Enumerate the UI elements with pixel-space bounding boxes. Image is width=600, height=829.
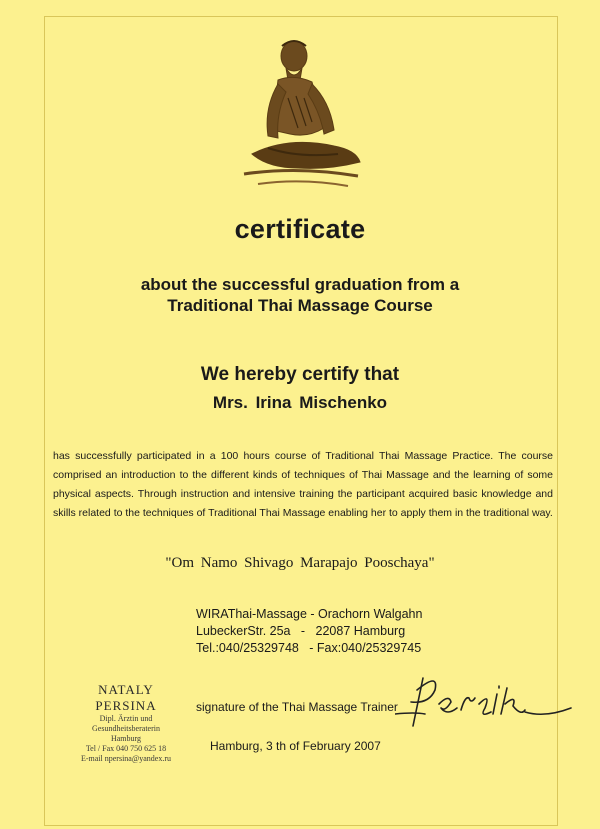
issue-date: Hamburg, 3 th of February 2007 (210, 739, 381, 753)
subtitle-line-2: Traditional Thai Massage Course (167, 296, 433, 315)
stamp-phone: Tel / Fax 040 750 625 18 (85, 744, 167, 753)
stamp-city: Hamburg (110, 734, 142, 743)
stamp-title: Dipl. Ärztin und Gesundheitsberaterin (92, 714, 160, 733)
school-name-line: WIRAThai-Massage - Orachorn Walgahn (196, 607, 423, 621)
recipient-name: Mrs. Irina Mischenko (212, 393, 388, 412)
certificate-title: certificate (234, 214, 366, 244)
signature-label: signature of the Thai Massage Trainer (196, 700, 398, 714)
seated-hermit-figure-icon (238, 18, 366, 194)
trainer-stamp (66, 682, 186, 764)
school-phone-line: Tel.:040/25329748 - Fax:040/25329745 (196, 641, 422, 655)
handwritten-signature-icon (395, 668, 575, 730)
school-street-line: LubeckerStr. 25a - 22087 Hamburg (196, 624, 406, 638)
school-address (196, 606, 422, 657)
mantra-quote: "Om Namo Shivago Marapajo Pooschaya" (165, 555, 435, 571)
certify-statement: We hereby certify that (200, 364, 400, 385)
course-description: has successfully participated in a 100 hours course of Traditional Thai Massage Practice. The course comprised an introduction to the different kinds of techniques of Thai Massage and the learning of some physical aspects. Through instruction and intensive training the participant acquired basic knowledge and skills related to the techniques of Traditional Thai Massage enabling her to apply them in the traditional way. (53, 450, 553, 519)
stamp-name: NATALY PERSINA (95, 682, 157, 713)
subtitle-line-1: about the successful graduation from a (140, 275, 460, 294)
stamp-email: E-mail npersina@yandex.ru (80, 754, 171, 763)
